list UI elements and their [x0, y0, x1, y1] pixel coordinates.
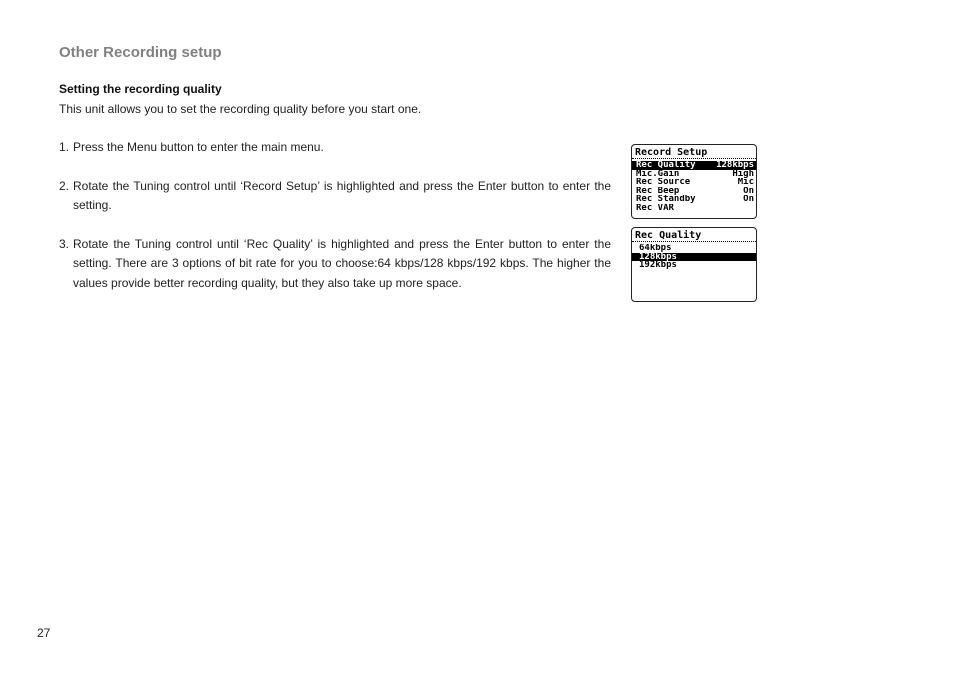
step-item: [59, 138, 611, 158]
step-text: Rotate the Tuning control until ‘Rec Quality’ is highlighted and press the Enter button to enter the setting. There are 3 options of bit rate for you to choose:64 kbps/128 kbps/192 kbps. The higher the values provide better recording quality, but they also take up more space.: [73, 236, 611, 290]
lcd-menu-row-rec-quality: [632, 161, 756, 170]
lcd-row-label: Rec Quality: [636, 161, 696, 170]
lcd-row-value: On: [743, 195, 754, 204]
step-text: Press the Menu button to enter the main menu.: [73, 140, 324, 154]
lcd-title: Record Setup: [632, 147, 756, 159]
step-item: [59, 177, 611, 216]
lcd-option-64kbps: [632, 244, 756, 253]
lcd-row-label: Rec Source: [636, 178, 691, 187]
lcd-row-label: Rec Standby: [636, 195, 696, 204]
lcd-menu-row-rec-source: [632, 178, 756, 187]
lcd-option-label: 128kbps: [639, 252, 677, 261]
lcd-record-setup-screen: [631, 144, 757, 219]
intro-text: This unit allows you to set the recording quality before you start one.: [59, 102, 422, 116]
lcd-menu-row-rec-standby: [632, 195, 756, 204]
lcd-title: Rec Quality: [632, 230, 756, 242]
step-number: 3.: [59, 236, 70, 251]
lcd-row-value: Mic: [737, 178, 754, 187]
lcd-row-value: On: [743, 186, 754, 195]
lcd-option-label: 192kbps: [639, 261, 677, 270]
subheading: Setting the recording quality: [59, 82, 222, 96]
lcd-option-label: 64kbps: [639, 244, 672, 253]
lcd-option-128kbps: [632, 253, 756, 262]
steps-list: [59, 138, 611, 312]
lcd-rec-quality-screen: [631, 227, 757, 302]
step-text: Rotate the Tuning control until ‘Record Setup’ is highlighted and press the Enter button to enter the setting.: [73, 178, 611, 212]
lcd-row-label: Rec VAR: [636, 203, 674, 212]
step-item: [59, 235, 611, 294]
lcd-row-label: Rec Beep: [636, 186, 680, 195]
step-number: 1.: [59, 140, 70, 154]
lcd-menu-row-rec-var: [632, 204, 756, 213]
lcd-row-value: 128kbps: [716, 161, 754, 170]
lcd-option-192kbps: [632, 261, 756, 270]
step-number: 2.: [59, 178, 70, 193]
section-title: Other Recording setup: [59, 44, 222, 61]
lcd-menu-row-rec-beep: [632, 187, 756, 196]
page-number: 27: [37, 626, 51, 640]
lcd-menu-row-mic-gain: [632, 170, 756, 179]
lcd-row-label: Mic.Gain: [636, 169, 680, 178]
lcd-row-value: High: [732, 169, 754, 178]
